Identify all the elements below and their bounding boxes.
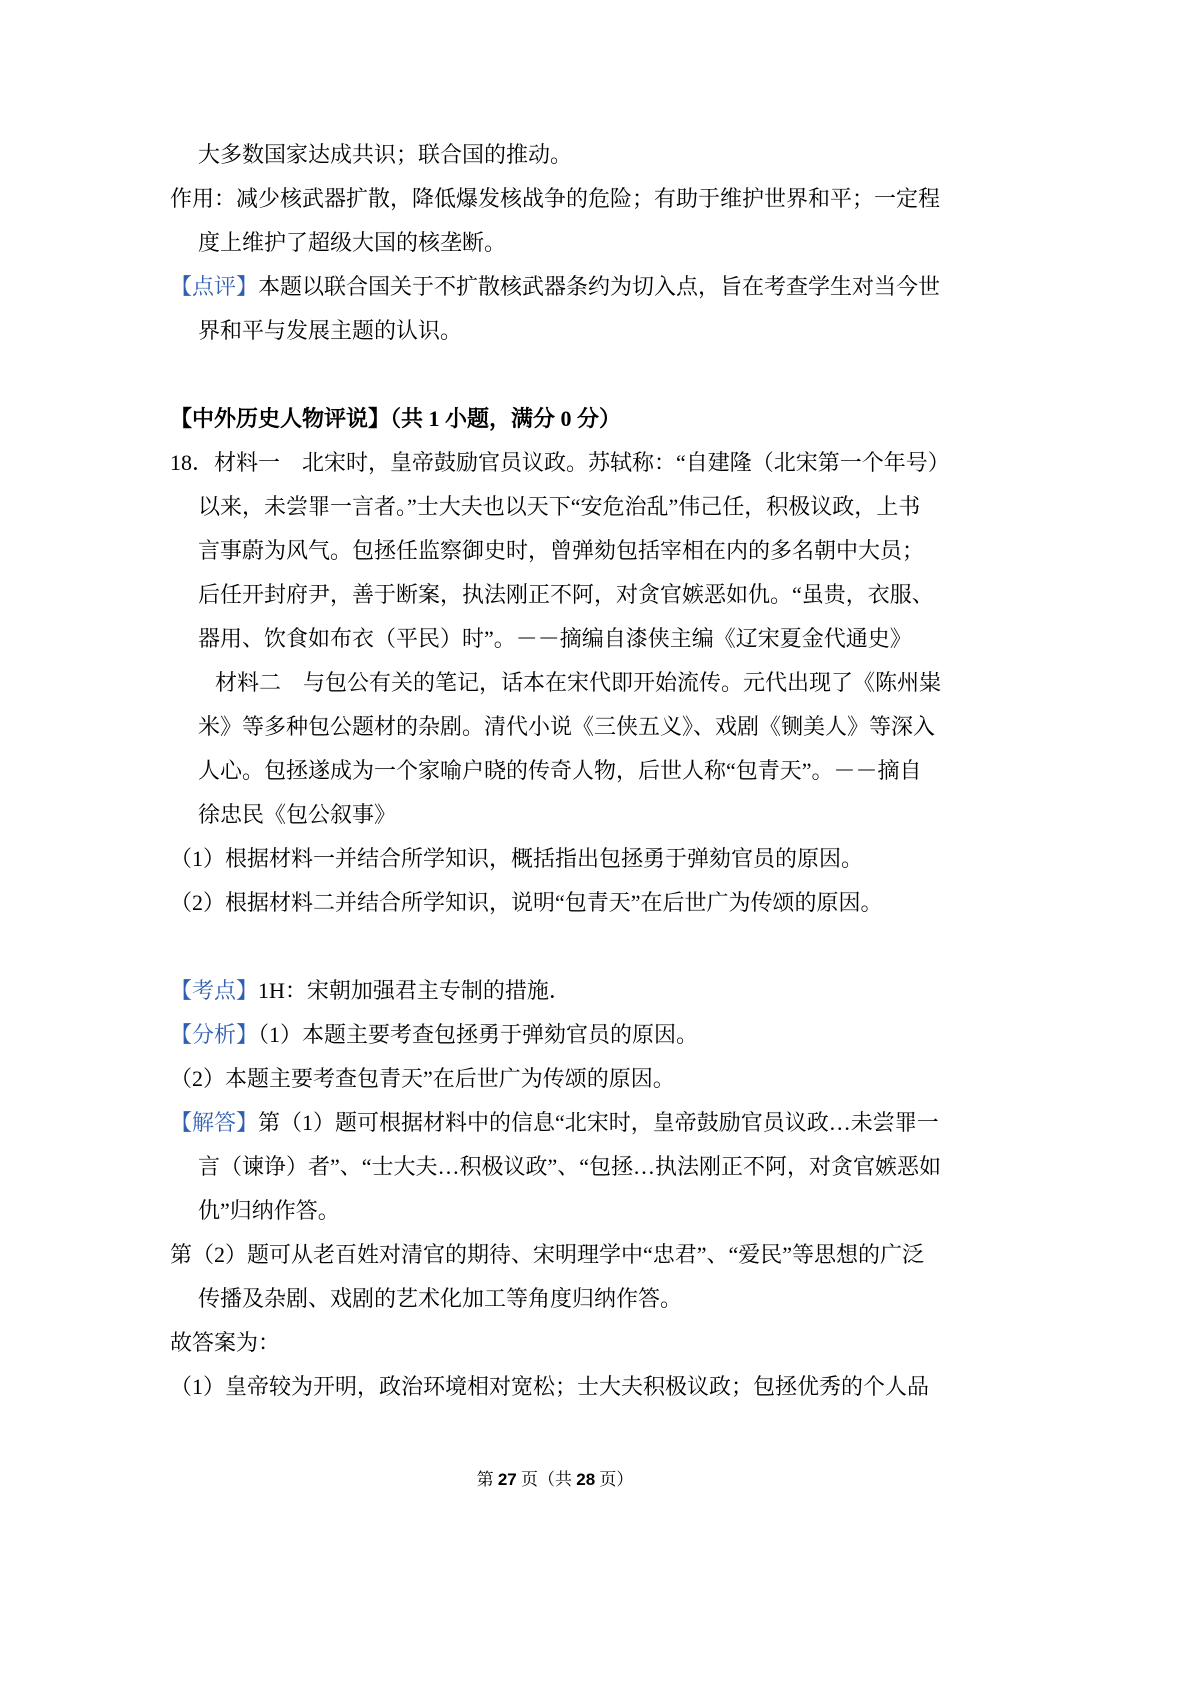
material-two-line: 米》等多种包公题材的杂剧。清代小说《三侠五义》、戏剧《铡美人》等深入 bbox=[198, 714, 936, 739]
footer-middle: 页（共 bbox=[516, 1470, 577, 1489]
effect-line: 作用：减少核武器扩散，降低爆发核战争的危险；有助于维护世界和平；一定程 bbox=[170, 186, 941, 211]
jieda-line: 仇”归纳作答。 bbox=[198, 1198, 340, 1223]
material-two-line: 徐忠民《包公叙事》 bbox=[198, 802, 397, 827]
material-one-line: 以来，未尝罪一言者。”士大夫也以天下“安危治乱”伟己任，积极议政，上书 bbox=[198, 494, 921, 519]
page-content bbox=[170, 133, 990, 1409]
current-page-number: 27 bbox=[497, 1470, 517, 1489]
material-one-line: 言事蔚为风气。包拯任监察御史时，曾弹劾包括宰相在内的多名朝中大员； bbox=[198, 538, 925, 563]
material-one-line: 18．材料一 北宋时，皇帝鼓励官员议政。苏轼称：“自建隆（北宋第一个年号） bbox=[170, 450, 950, 475]
footer-prefix: 第 bbox=[476, 1470, 498, 1489]
comment-line: 界和平与发展主题的认识。 bbox=[198, 318, 463, 343]
effect-line: 度上维护了超级大国的核垄断。 bbox=[198, 230, 507, 255]
answer-intro: 故答案为： bbox=[170, 1330, 281, 1355]
fenxi-line bbox=[170, 1013, 990, 1057]
sub-question-1: （1）根据材料一并结合所学知识，概括指出包拯勇于弹劾官员的原因。 bbox=[170, 846, 864, 871]
jieda-label: 【解答】 bbox=[170, 1110, 259, 1135]
previous-reason-line: 大多数国家达成共识；联合国的推动。 bbox=[198, 142, 573, 167]
fenxi-label: 【分析】 bbox=[170, 1022, 259, 1047]
material-one-line: 器用、饮食如布衣（平民）时”。－－摘编自漆侠主编《辽宋夏金代通史》 bbox=[198, 626, 912, 651]
material-two-line: 人心。包拯遂成为一个家喻户晓的传奇人物，后世人称“包青天”。－－摘自 bbox=[198, 758, 922, 783]
jieda-text: 第（1）题可根据材料中的信息“北宋时，皇帝鼓励官员议政…未尝罪一 bbox=[258, 1110, 939, 1135]
blank-line bbox=[170, 353, 990, 397]
page-footer bbox=[170, 1466, 940, 1494]
answer-line: （1）皇帝较为开明，政治环境相对宽松；士大夫积极议政；包拯优秀的个人品 bbox=[170, 1374, 930, 1399]
jieda-line bbox=[170, 1101, 990, 1145]
section-title: 【中外历史人物评说】（共 1 小题，满分 0 分） bbox=[170, 406, 622, 431]
sub-question-2: （2）根据材料二并结合所学知识，说明“包青天”在后世广为传颂的原因。 bbox=[170, 890, 883, 915]
kaodian-text: 1H：宋朝加强君主专制的措施． bbox=[258, 978, 571, 1003]
fenxi-text: （1）本题主要考查包拯勇于弹劾官员的原因。 bbox=[258, 1022, 699, 1047]
q2-hint-line: 第（2）题可从老百姓对清官的期待、宋明理学中“忠君”、“爱民”等思想的广泛 bbox=[170, 1242, 925, 1267]
footer-suffix: 页） bbox=[595, 1470, 634, 1489]
comment-line bbox=[170, 265, 990, 309]
kaodian-line bbox=[170, 969, 990, 1013]
kaodian-label: 【考点】 bbox=[170, 978, 259, 1003]
q2-hint-line: 传播及杂剧、戏剧的艺术化加工等角度归纳作答。 bbox=[198, 1286, 683, 1311]
total-pages-number: 28 bbox=[576, 1470, 596, 1489]
comment-text: 本题以联合国关于不扩散核武器条约为切入点，旨在考查学生对当今世 bbox=[258, 274, 941, 299]
jieda-line: 言（谏诤）者”、“士大夫…积极议政”、“包拯…执法刚正不阿，对贪官嫉恶如 bbox=[198, 1154, 942, 1179]
fenxi-line: （2）本题主要考查包青天”在后世广为传颂的原因。 bbox=[170, 1066, 675, 1091]
blank-line bbox=[170, 925, 990, 969]
material-one-line: 后任开封府尹，善于断案，执法刚正不阿，对贪官嫉恶如仇。“虽贵，衣服、 bbox=[198, 582, 934, 607]
comment-label: 【点评】 bbox=[170, 274, 259, 299]
material-two-line: 材料二 与包公有关的笔记，话本在宋代即开始流传。元代出现了《陈州粜 bbox=[215, 670, 942, 695]
